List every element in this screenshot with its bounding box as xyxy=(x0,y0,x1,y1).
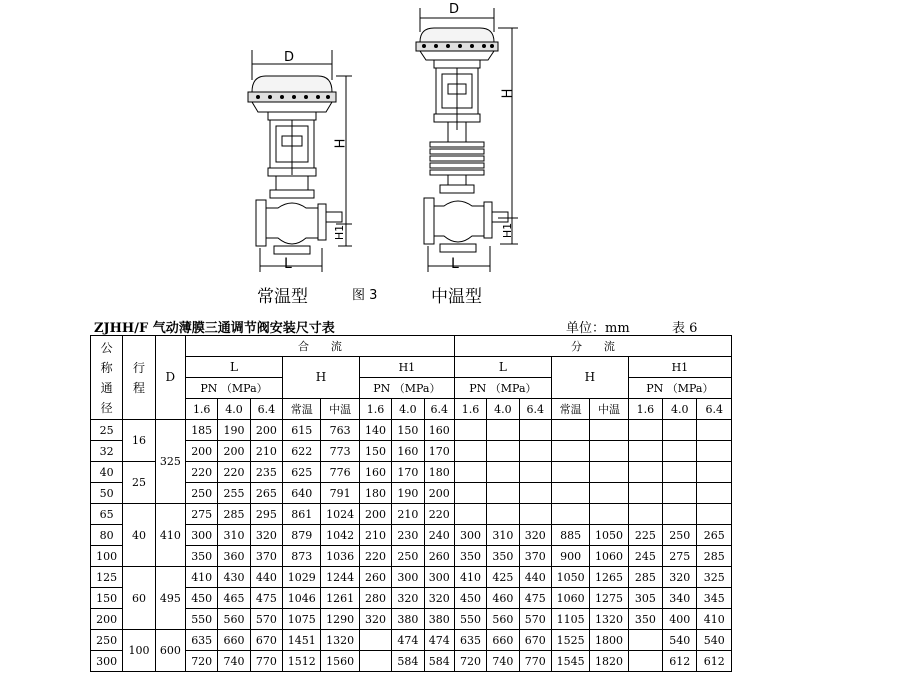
header-pn: PN （MPa） xyxy=(359,378,454,399)
table-row xyxy=(91,546,732,567)
value-cell: 1320 xyxy=(590,609,628,630)
value-cell xyxy=(519,483,551,504)
value-cell: 625 xyxy=(283,462,321,483)
value-cell: 1800 xyxy=(590,630,628,651)
value-cell: 260 xyxy=(359,567,391,588)
value-cell: 1290 xyxy=(321,609,359,630)
value-cell: 320 xyxy=(250,525,282,546)
table-row xyxy=(91,441,732,462)
value-cell: 180 xyxy=(359,483,391,504)
header-split: 分 流 xyxy=(454,336,731,357)
nominal-diameter-cell: 200 xyxy=(91,609,123,630)
value-cell: 1244 xyxy=(321,567,359,588)
value-cell: 285 xyxy=(628,567,662,588)
value-cell: 560 xyxy=(487,609,519,630)
value-cell: 140 xyxy=(359,420,391,441)
medium-l-dim-label: L xyxy=(451,256,459,272)
value-cell: 380 xyxy=(424,609,454,630)
value-cell: 300 xyxy=(392,567,424,588)
value-cell: 410 xyxy=(186,567,218,588)
value-cell: 220 xyxy=(359,546,391,567)
nominal-diameter-cell: 300 xyxy=(91,651,123,672)
value-cell: 1046 xyxy=(283,588,321,609)
header-D: D xyxy=(155,336,185,420)
value-cell: 1050 xyxy=(590,525,628,546)
header-row-3 xyxy=(91,378,732,399)
value-cell: 295 xyxy=(250,504,282,525)
value-cell xyxy=(697,420,732,441)
nominal-diameter-cell: 80 xyxy=(91,525,123,546)
value-cell: 380 xyxy=(392,609,424,630)
medium-h1-dim-label: H1 xyxy=(501,222,515,239)
header-split-H: H xyxy=(551,357,628,399)
valve-drawings xyxy=(0,0,900,320)
value-cell: 370 xyxy=(519,546,551,567)
value-cell: 900 xyxy=(551,546,589,567)
value-cell: 740 xyxy=(218,651,250,672)
value-cell: 475 xyxy=(519,588,551,609)
nominal-diameter-cell: 32 xyxy=(91,441,123,462)
value-cell: 210 xyxy=(359,525,391,546)
table-title: ZJHH/F 气动薄膜三通调节阀安装尺寸表 xyxy=(94,321,335,336)
bellows-fins xyxy=(430,142,484,175)
value-cell: 200 xyxy=(250,420,282,441)
value-cell: 1525 xyxy=(551,630,589,651)
value-cell: 350 xyxy=(454,546,486,567)
value-cell xyxy=(454,483,486,504)
table-row xyxy=(91,609,732,630)
header-pn-4.0: 4.0 xyxy=(218,399,250,420)
value-cell: 1265 xyxy=(590,567,628,588)
header-merge: 合 流 xyxy=(186,336,455,357)
header-pn-6.4: 6.4 xyxy=(250,399,282,420)
d-cell: 325 xyxy=(155,420,185,504)
header-pn-6.4: 6.4 xyxy=(519,399,551,420)
normal-temp-caption: 常温型 xyxy=(257,287,308,307)
value-cell xyxy=(519,504,551,525)
value-cell xyxy=(359,651,391,672)
value-cell xyxy=(628,462,662,483)
value-cell: 320 xyxy=(359,609,391,630)
value-cell: 770 xyxy=(519,651,551,672)
value-cell: 190 xyxy=(392,483,424,504)
value-cell xyxy=(359,630,391,651)
table-row xyxy=(91,504,732,525)
value-cell: 250 xyxy=(663,525,697,546)
value-cell: 622 xyxy=(283,441,321,462)
value-cell xyxy=(663,441,697,462)
value-cell xyxy=(454,462,486,483)
d-cell: 600 xyxy=(155,630,185,672)
stroke-cell: 60 xyxy=(123,567,155,630)
value-cell: 285 xyxy=(697,546,732,567)
value-cell: 873 xyxy=(283,546,321,567)
medium-h-dim-label: H xyxy=(500,88,516,99)
value-cell: 475 xyxy=(250,588,282,609)
nominal-diameter-cell: 65 xyxy=(91,504,123,525)
value-cell: 235 xyxy=(250,462,282,483)
value-cell xyxy=(519,420,551,441)
value-cell: 635 xyxy=(454,630,486,651)
value-cell xyxy=(551,504,589,525)
header-pn: PN （MPa） xyxy=(628,378,731,399)
header-split-H1: H1 xyxy=(628,357,731,378)
value-cell: 320 xyxy=(663,567,697,588)
value-cell: 570 xyxy=(519,609,551,630)
value-cell xyxy=(663,420,697,441)
value-cell: 300 xyxy=(454,525,486,546)
value-cell: 635 xyxy=(186,630,218,651)
value-cell xyxy=(697,441,732,462)
value-cell xyxy=(590,441,628,462)
value-cell xyxy=(519,462,551,483)
value-cell: 280 xyxy=(359,588,391,609)
value-cell: 325 xyxy=(697,567,732,588)
value-cell: 1320 xyxy=(321,630,359,651)
value-cell xyxy=(590,483,628,504)
nominal-diameter-cell: 100 xyxy=(91,546,123,567)
normal-d-dim-label: D xyxy=(284,50,295,65)
value-cell: 1820 xyxy=(590,651,628,672)
nominal-diameter-cell: 125 xyxy=(91,567,123,588)
value-cell: 615 xyxy=(283,420,321,441)
value-cell xyxy=(697,462,732,483)
value-cell: 160 xyxy=(424,420,454,441)
figure-number-caption: 图 3 xyxy=(352,288,378,303)
value-cell: 210 xyxy=(250,441,282,462)
header-pn-4.0: 4.0 xyxy=(392,399,424,420)
header-pn-6.4: 6.4 xyxy=(697,399,732,420)
table-row xyxy=(91,420,732,441)
value-cell: 275 xyxy=(663,546,697,567)
normal-h-dim-label: H xyxy=(333,138,349,149)
value-cell: 550 xyxy=(454,609,486,630)
value-cell: 300 xyxy=(424,567,454,588)
header-row-4 xyxy=(91,399,732,420)
value-cell: 1261 xyxy=(321,588,359,609)
value-cell: 879 xyxy=(283,525,321,546)
value-cell: 773 xyxy=(321,441,359,462)
value-cell: 170 xyxy=(392,462,424,483)
value-cell: 1050 xyxy=(551,567,589,588)
value-cell xyxy=(454,441,486,462)
table-row xyxy=(91,651,732,672)
value-cell: 670 xyxy=(250,630,282,651)
value-cell xyxy=(663,504,697,525)
value-cell: 770 xyxy=(250,651,282,672)
value-cell: 430 xyxy=(218,567,250,588)
value-cell: 640 xyxy=(283,483,321,504)
value-cell: 474 xyxy=(424,630,454,651)
table-body xyxy=(91,420,732,672)
value-cell: 584 xyxy=(392,651,424,672)
value-cell: 474 xyxy=(392,630,424,651)
value-cell xyxy=(519,441,551,462)
value-cell: 370 xyxy=(250,546,282,567)
value-cell: 220 xyxy=(424,504,454,525)
value-cell: 1060 xyxy=(590,546,628,567)
value-cell: 310 xyxy=(487,525,519,546)
value-cell: 1451 xyxy=(283,630,321,651)
value-cell: 1512 xyxy=(283,651,321,672)
value-cell: 720 xyxy=(454,651,486,672)
value-cell: 670 xyxy=(519,630,551,651)
value-cell xyxy=(590,420,628,441)
stroke-cell: 100 xyxy=(123,630,155,672)
value-cell xyxy=(590,462,628,483)
value-cell: 660 xyxy=(487,630,519,651)
value-cell xyxy=(551,441,589,462)
normal-h1-dim-label: H1 xyxy=(333,224,347,241)
value-cell: 150 xyxy=(392,420,424,441)
header-normal-temp: 常温 xyxy=(551,399,589,420)
value-cell xyxy=(590,504,628,525)
value-cell: 885 xyxy=(551,525,589,546)
value-cell: 260 xyxy=(424,546,454,567)
header-medium-temp: 中温 xyxy=(321,399,359,420)
value-cell xyxy=(551,462,589,483)
nominal-diameter-cell: 150 xyxy=(91,588,123,609)
value-cell: 1060 xyxy=(551,588,589,609)
value-cell: 150 xyxy=(359,441,391,462)
header-pn-1.6: 1.6 xyxy=(628,399,662,420)
value-cell: 185 xyxy=(186,420,218,441)
value-cell: 360 xyxy=(218,546,250,567)
value-cell: 1042 xyxy=(321,525,359,546)
value-cell xyxy=(487,483,519,504)
medium-d-dim-label: D xyxy=(449,2,460,17)
value-cell: 440 xyxy=(250,567,282,588)
value-cell xyxy=(697,483,732,504)
value-cell xyxy=(628,504,662,525)
value-cell: 450 xyxy=(454,588,486,609)
value-cell: 285 xyxy=(218,504,250,525)
value-cell: 1029 xyxy=(283,567,321,588)
table-number: 表 6 xyxy=(672,321,698,336)
header-merge-H: H xyxy=(283,357,360,399)
value-cell: 320 xyxy=(392,588,424,609)
value-cell: 612 xyxy=(697,651,732,672)
value-cell xyxy=(487,420,519,441)
header-medium-temp: 中温 xyxy=(590,399,628,420)
value-cell: 410 xyxy=(454,567,486,588)
value-cell xyxy=(628,420,662,441)
value-cell: 612 xyxy=(663,651,697,672)
value-cell: 1036 xyxy=(321,546,359,567)
value-cell: 584 xyxy=(424,651,454,672)
value-cell: 200 xyxy=(424,483,454,504)
header-stroke: 行 程 xyxy=(123,336,155,420)
d-cell: 495 xyxy=(155,567,185,630)
value-cell: 275 xyxy=(186,504,218,525)
value-cell: 265 xyxy=(250,483,282,504)
header-merge-H1: H1 xyxy=(359,357,454,378)
value-cell: 1560 xyxy=(321,651,359,672)
value-cell: 230 xyxy=(392,525,424,546)
value-cell: 560 xyxy=(218,609,250,630)
header-pn: PN （MPa） xyxy=(454,378,551,399)
unit-label: 单位：mm xyxy=(566,321,630,336)
medium-temp-caption: 中温型 xyxy=(431,287,482,307)
value-cell: 550 xyxy=(186,609,218,630)
value-cell: 791 xyxy=(321,483,359,504)
value-cell: 740 xyxy=(487,651,519,672)
value-cell: 763 xyxy=(321,420,359,441)
value-cell: 220 xyxy=(218,462,250,483)
value-cell: 540 xyxy=(697,630,732,651)
header-pn-1.6: 1.6 xyxy=(359,399,391,420)
value-cell: 305 xyxy=(628,588,662,609)
value-cell: 1545 xyxy=(551,651,589,672)
value-cell: 200 xyxy=(186,441,218,462)
nominal-diameter-cell: 40 xyxy=(91,462,123,483)
table-row xyxy=(91,525,732,546)
dimension-table xyxy=(90,335,732,672)
value-cell xyxy=(628,441,662,462)
value-cell: 440 xyxy=(519,567,551,588)
header-pn-1.6: 1.6 xyxy=(454,399,486,420)
value-cell: 776 xyxy=(321,462,359,483)
value-cell: 160 xyxy=(392,441,424,462)
value-cell: 265 xyxy=(697,525,732,546)
header-split-L: L xyxy=(454,357,551,378)
table-row xyxy=(91,483,732,504)
nominal-diameter-cell: 50 xyxy=(91,483,123,504)
header-row-1 xyxy=(91,336,732,357)
value-cell: 861 xyxy=(283,504,321,525)
value-cell xyxy=(628,483,662,504)
value-cell xyxy=(487,504,519,525)
value-cell: 320 xyxy=(519,525,551,546)
value-cell: 180 xyxy=(424,462,454,483)
table-row xyxy=(91,567,732,588)
header-pn-4.0: 4.0 xyxy=(663,399,697,420)
table-row xyxy=(91,630,732,651)
value-cell xyxy=(551,483,589,504)
value-cell: 210 xyxy=(392,504,424,525)
table-row xyxy=(91,462,732,483)
value-cell: 170 xyxy=(424,441,454,462)
value-cell: 410 xyxy=(697,609,732,630)
header-pn-4.0: 4.0 xyxy=(487,399,519,420)
value-cell: 190 xyxy=(218,420,250,441)
header-normal-temp: 常温 xyxy=(283,399,321,420)
value-cell: 1275 xyxy=(590,588,628,609)
value-cell xyxy=(487,462,519,483)
d-cell: 410 xyxy=(155,504,185,567)
value-cell: 255 xyxy=(218,483,250,504)
stroke-cell: 25 xyxy=(123,462,155,504)
value-cell: 1024 xyxy=(321,504,359,525)
value-cell: 345 xyxy=(697,588,732,609)
value-cell: 200 xyxy=(359,504,391,525)
value-cell: 1105 xyxy=(551,609,589,630)
value-cell: 465 xyxy=(218,588,250,609)
value-cell xyxy=(487,441,519,462)
value-cell: 460 xyxy=(487,588,519,609)
value-cell: 660 xyxy=(218,630,250,651)
value-cell xyxy=(663,483,697,504)
value-cell: 245 xyxy=(628,546,662,567)
value-cell: 1075 xyxy=(283,609,321,630)
value-cell: 400 xyxy=(663,609,697,630)
value-cell: 570 xyxy=(250,609,282,630)
value-cell xyxy=(454,504,486,525)
value-cell: 220 xyxy=(186,462,218,483)
value-cell xyxy=(551,420,589,441)
value-cell: 350 xyxy=(186,546,218,567)
normal-l-dim-label: L xyxy=(284,256,292,272)
value-cell: 160 xyxy=(359,462,391,483)
value-cell: 300 xyxy=(186,525,218,546)
value-cell: 720 xyxy=(186,651,218,672)
header-pn: PN （MPa） xyxy=(186,378,283,399)
value-cell: 540 xyxy=(663,630,697,651)
value-cell: 425 xyxy=(487,567,519,588)
header-merge-L: L xyxy=(186,357,283,378)
value-cell: 350 xyxy=(487,546,519,567)
value-cell: 350 xyxy=(628,609,662,630)
header-pn-1.6: 1.6 xyxy=(186,399,218,420)
value-cell: 200 xyxy=(218,441,250,462)
value-cell: 250 xyxy=(186,483,218,504)
value-cell xyxy=(628,651,662,672)
value-cell: 240 xyxy=(424,525,454,546)
value-cell: 250 xyxy=(392,546,424,567)
nominal-diameter-cell: 250 xyxy=(91,630,123,651)
value-cell: 225 xyxy=(628,525,662,546)
value-cell xyxy=(663,462,697,483)
value-cell xyxy=(697,504,732,525)
value-cell xyxy=(628,630,662,651)
nominal-diameter-cell: 25 xyxy=(91,420,123,441)
header-pn-6.4: 6.4 xyxy=(424,399,454,420)
header-nominal-diameter: 公 称 通 径 xyxy=(91,336,123,420)
header-row-2 xyxy=(91,357,732,378)
table-row xyxy=(91,588,732,609)
value-cell: 340 xyxy=(663,588,697,609)
value-cell: 320 xyxy=(424,588,454,609)
value-cell: 450 xyxy=(186,588,218,609)
stroke-cell: 40 xyxy=(123,504,155,567)
stroke-cell: 16 xyxy=(123,420,155,462)
value-cell: 310 xyxy=(218,525,250,546)
value-cell xyxy=(454,420,486,441)
